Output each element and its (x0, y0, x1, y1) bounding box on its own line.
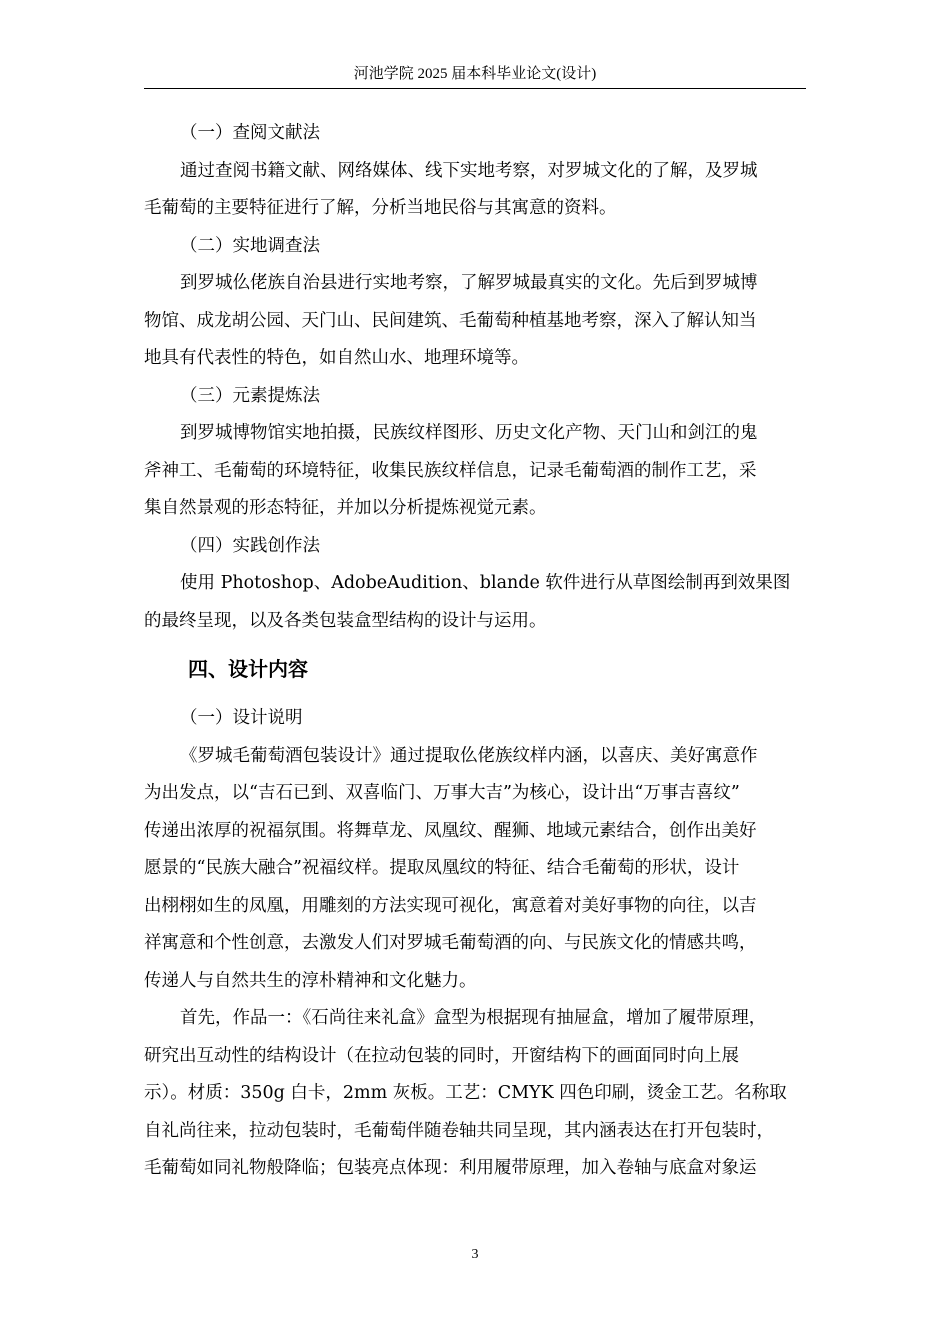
paragraph-work-one (144, 1000, 806, 1188)
text-line: 使用 Photoshop、AdobeAudition、blande 软件进行从草图绘制再到效果图 (180, 573, 791, 593)
text-line: 出栩栩如生的凤凰，用雕刻的方法实现可视化，寓意着对美好事物的向往，以吉 (144, 895, 757, 916)
method-subheading: （三）元素提炼法 (180, 385, 320, 406)
text-line: 到罗城博物馆实地拍摄，民族纹样图形、历史文化产物、天门山和剑江的鬼 (180, 423, 758, 443)
method-subheading: （一）查阅文献法 (180, 123, 320, 143)
subheading-design-description: （一）设计说明 (180, 708, 303, 728)
header-rule (144, 88, 806, 89)
text-line: 《罗城毛葡萄酒包装设计》通过提取仫佬族纹样内涵，以喜庆、美好寓意作 (180, 745, 758, 766)
methods-list (144, 115, 806, 640)
method-paragraph (144, 415, 806, 528)
method-paragraph (144, 153, 806, 228)
page-number: 3 (471, 1247, 479, 1262)
text-line: 研究出互动性的结构设计（在拉动包装的同时，开窗结构下的画面同时向上展 (144, 1045, 739, 1066)
text-line: 为出发点，以“吉石已到、双喜临门、万事大吉”为核心，设计出“万事吉喜纹” (144, 783, 740, 803)
text-line: 到罗城仫佬族自治县进行实地考察，了解罗城最真实的文化。先后到罗城博 (180, 273, 758, 293)
paragraph-design-description (144, 738, 806, 1001)
text-line: 传递人与自然共生的淳朴精神和文化魅力。 (144, 970, 477, 991)
text-line: 毛葡萄如同礼物般降临；包装亮点体现：利用履带原理，加入卷轴与底盒对象运 (144, 1158, 757, 1178)
text-line: 首先，作品一：《石尚往来礼盒》盒型为根据现有抽屉盒，增加了履带原理， (180, 1008, 767, 1028)
text-line: 自礼尚往来，拉动包装时，毛葡萄伴随卷轴共同呈现，其内涵表达在打开包装时， (144, 1120, 774, 1141)
text-line: 愿景的“民族大融合”祝福纹样。提取凤凰纹的特征、结合毛葡萄的形状，设计 (144, 858, 740, 878)
page-body (144, 115, 806, 1188)
text-line: 斧神工、毛葡萄的环境特征，收集民族纹样信息，记录毛葡萄酒的制作工艺，采 (144, 460, 757, 481)
text-line: 的最终呈现，以及各类包装盒型结构的设计与运用。 (144, 610, 547, 631)
text-line: 传递出浓厚的祝福氛围。将舞草龙、凤凰纹、醒狮、地域元素结合，创作出美好 (144, 820, 757, 841)
text-line: 毛葡萄的主要特征进行了解，分析当地民俗与其寓意的资料。 (144, 198, 617, 218)
text-line: 示）。材质：350g 白卡，2mm 灰板。工艺：CMYK 四色印刷，烫金工艺。名称取 (144, 1083, 787, 1103)
method-paragraph (144, 565, 806, 640)
text-line: 地具有代表性的特色，如自然山水、地理环境等。 (144, 348, 529, 368)
method-paragraph (144, 265, 806, 378)
text-line: 集自然景观的形态特征，并加以分析提炼视觉元素。 (144, 498, 547, 518)
method-subheading: （二）实地调查法 (180, 235, 320, 256)
running-header: 河池学院 2025 届本科毕业论文(设计) (353, 66, 597, 82)
text-line: 通过查阅书籍文献、网络媒体、线下实地考察，对罗城文化的了解，及罗城 (180, 160, 758, 181)
text-line: 物馆、成龙胡公园、天门山、民间建筑、毛葡萄种植基地考察，深入了解认知当 (144, 310, 757, 331)
section-heading-design-content: 四、设计内容 (188, 657, 308, 681)
method-subheading: （四）实践创作法 (180, 535, 320, 556)
text-line: 祥寓意和个性创意，去激发人们对罗城毛葡萄酒的向、与民族文化的情感共鸣， (144, 933, 757, 953)
